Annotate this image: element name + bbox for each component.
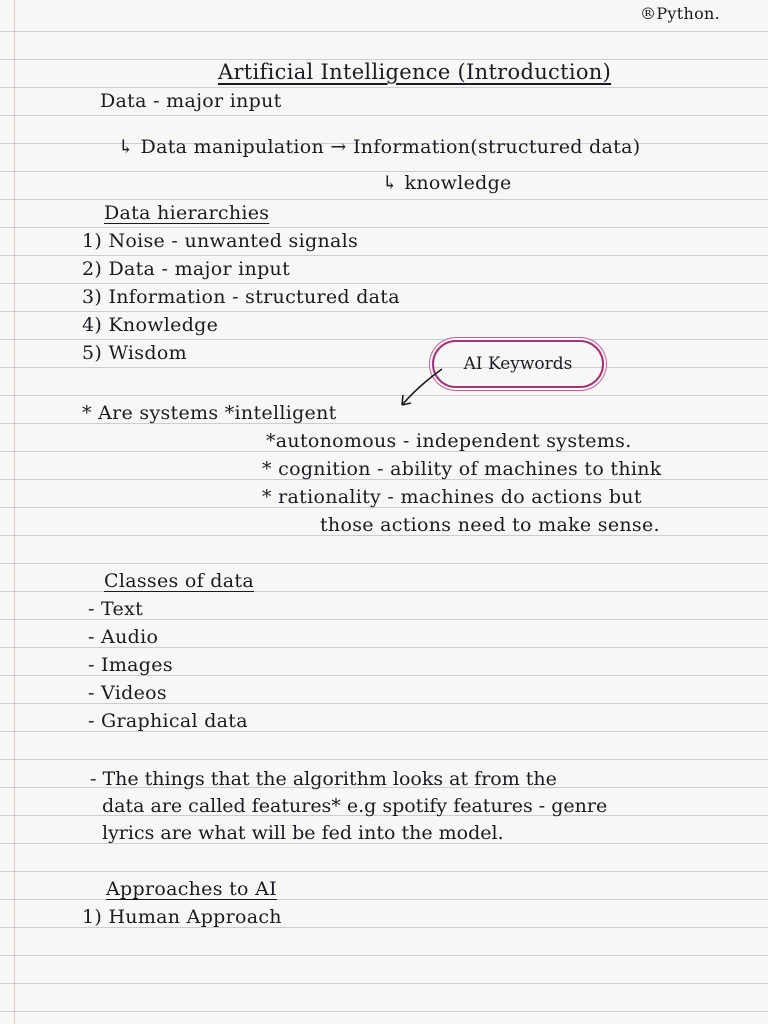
classes-item: - Text: [88, 598, 144, 620]
ai-keywords-bubble: [432, 340, 604, 388]
classes-item: - Images: [88, 654, 173, 676]
data-flow-line: ↳ Data manipulation → Information(structured data): [118, 136, 641, 158]
python-tag: ®Python.: [640, 4, 720, 23]
features-note: [90, 766, 607, 847]
classes-item: - Videos: [88, 682, 167, 704]
features-note-line: lyrics are what will be fed into the model.: [102, 822, 504, 844]
hierarchy-item: 4) Knowledge: [82, 314, 219, 336]
keywords-arrow-icon: [392, 365, 452, 415]
approaches-item: 1) Human Approach: [82, 906, 282, 928]
hierarchy-heading: Data hierarchies: [104, 202, 270, 224]
data-major-input-line: Data - major input: [100, 90, 282, 112]
knowledge-flow-line: ↳ knowledge: [382, 172, 512, 194]
hierarchy-item: 1) Noise - unwanted signals: [82, 230, 359, 252]
systems-item: * cognition - ability of machines to think: [262, 458, 662, 480]
systems-item: * rationality - machines do actions but: [262, 486, 642, 508]
systems-continuation: those actions need to make sense.: [320, 514, 660, 536]
systems-item: *autonomous - independent systems.: [266, 430, 632, 452]
hierarchy-item: 5) Wisdom: [82, 342, 187, 364]
hierarchy-item: 2) Data - major input: [82, 258, 291, 280]
systems-lead: * Are systems *intelligent: [82, 402, 337, 424]
page-title: Artificial Intelligence (Introduction): [218, 60, 612, 84]
classes-item: - Audio: [88, 626, 159, 648]
classes-heading: Classes of data: [104, 570, 254, 592]
page-margin-line: [14, 0, 15, 1024]
classes-item: - Graphical data: [88, 710, 248, 732]
features-note-line: - The things that the algorithm looks at from the: [90, 768, 557, 790]
approaches-heading: Approaches to AI: [106, 878, 277, 900]
ai-keywords-label: AI Keywords: [463, 354, 573, 374]
features-note-line: data are called features* e.g spotify features - genre: [102, 795, 608, 817]
hierarchy-item: 3) Information - structured data: [82, 286, 400, 308]
